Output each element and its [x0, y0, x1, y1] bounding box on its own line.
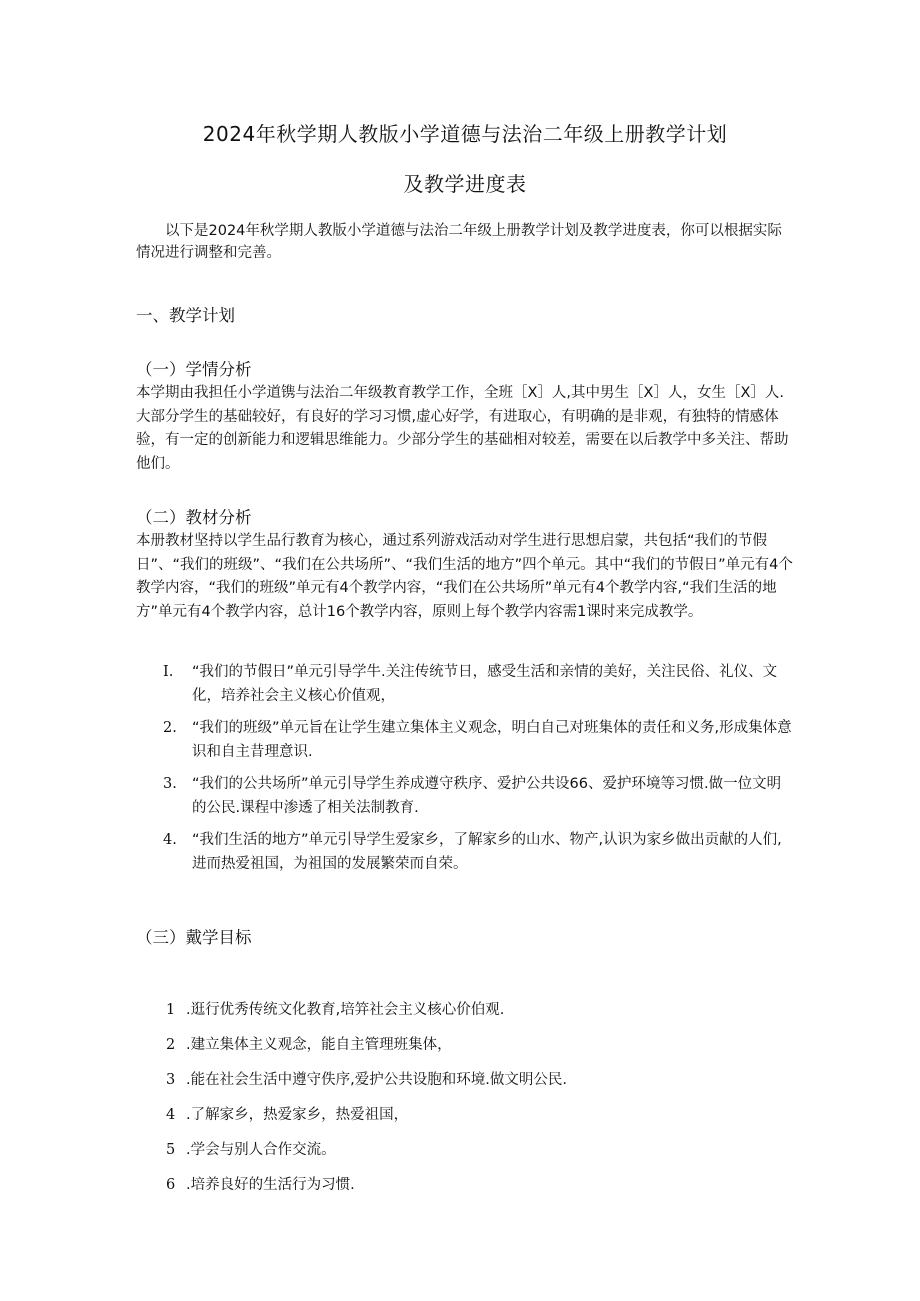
list-item-text: “我们的公共场所”单元引导学生养成遵守秩序、爱护公共设66、爱护环境等习惯.做一位文明的公民.课程中渗透了相关法制教育.: [192, 776, 782, 816]
goal-number: 4: [166, 1107, 176, 1123]
intro-paragraph: 以下是2024年秋学期人教版小学道德与法治二年级上册教学计划及教学进度表，你可以根据实际情况进行调整和完善。: [136, 223, 782, 261]
list-item: [136, 1103, 794, 1127]
list-item: [136, 1068, 794, 1092]
goal-text: .学会与别人合作交流。: [186, 1142, 336, 1158]
list-item: [136, 1033, 794, 1057]
textbook-analysis-text: 本册教材坚持以学生品行教育为核心，通过系列游戏活动对学生进行思想启蒙，共包括“我们的节假日”、“我们的班级”、“我们在公共场所”、“我们生活的地方”四个单元。其中“我们的节假日”单元有4个教学内容，“我们的班级”单元有4个教学内容，“我们在公共场所”单元有4个教学内容,“我们生活的地方”单元有4个教学内容，总计16个教学内容，原则上每个教学内容需1课时来完成教学。: [136, 533, 793, 620]
section-heading-teaching-plan: 一、教学计划: [136, 306, 235, 325]
list-item-number: 2.: [163, 720, 177, 736]
list-item: [136, 772, 794, 820]
goal-list: [136, 998, 794, 1197]
list-item: [136, 998, 794, 1022]
goal-number: 5: [166, 1142, 176, 1158]
goal-text: .建立集体主义观念，能自主管理班集体，: [186, 1037, 452, 1053]
doc-title-line1: 2024年秋学期人教版小学道德与法治二年级上册教学计划: [202, 122, 728, 146]
list-item: [136, 716, 794, 764]
subheading-student-analysis: （一）学情分析: [136, 360, 252, 379]
list-item: [136, 1173, 794, 1197]
goal-number: 6: [166, 1177, 176, 1193]
goal-number: 1: [166, 1002, 176, 1018]
goal-number: 2: [166, 1037, 176, 1053]
list-item: [136, 660, 794, 708]
list-item-number: 3.: [163, 776, 177, 792]
goal-text: .能在社会生活中遵守佚序,爱护公共设胞和环境.做文明公民.: [186, 1072, 567, 1088]
subheading-textbook-analysis: （二）教材分析: [136, 508, 252, 527]
list-item-text: “我们生活的地方”单元引导学生爱家乡，了解家乡的山水、物产,认识为家乡做出贡献的人们,进而热爱祖国，为祖国的发展繁荣而自荣。: [192, 832, 782, 872]
list-item-text: “我们的班级”单元旨在让学生建立集体主义观念，明白自己对班集体的责任和义务,形成集体意识和自主昔理意识.: [192, 720, 792, 760]
goal-text: .逛行优秀传统文化教育,培笄社会主义核心价伯观.: [186, 1002, 505, 1018]
list-item: [136, 828, 794, 876]
doc-title-line2: 及教学进度表: [403, 172, 527, 196]
unit-list: [136, 660, 794, 876]
list-item-text: “我们的节假日”单元引导学牛.关注传统节日，感受生活和亲情的美好，关注民俗、礼仪、文化，培养社会主义核心价值观，: [192, 664, 778, 704]
list-item-number: 4.: [163, 832, 177, 848]
student-analysis-text: 本学期由我担任小学道镌与法治二年级教育教学工作，全班［X］人,其中男生［X］人，女生［X］人.大部分学生的基础较好，有良好的学习习惯,虚心好学，有进取心，有明确的是非观，有独特的情感体验，有一定的创新能力和逻辑思维能力。少部分学生的基础相对较差，需要在以后教学中多关注、帮助他们。: [136, 385, 789, 472]
goal-number: 3: [166, 1072, 176, 1088]
goal-text: .了解家乡，热爱家乡，热爱祖国，: [186, 1107, 409, 1123]
list-item-number: I.: [163, 664, 174, 680]
subheading-teaching-goals: （三）戴学目标: [136, 928, 252, 947]
list-item: [136, 1138, 794, 1162]
goal-text: .培养良好的生活行为习惯.: [186, 1177, 355, 1193]
